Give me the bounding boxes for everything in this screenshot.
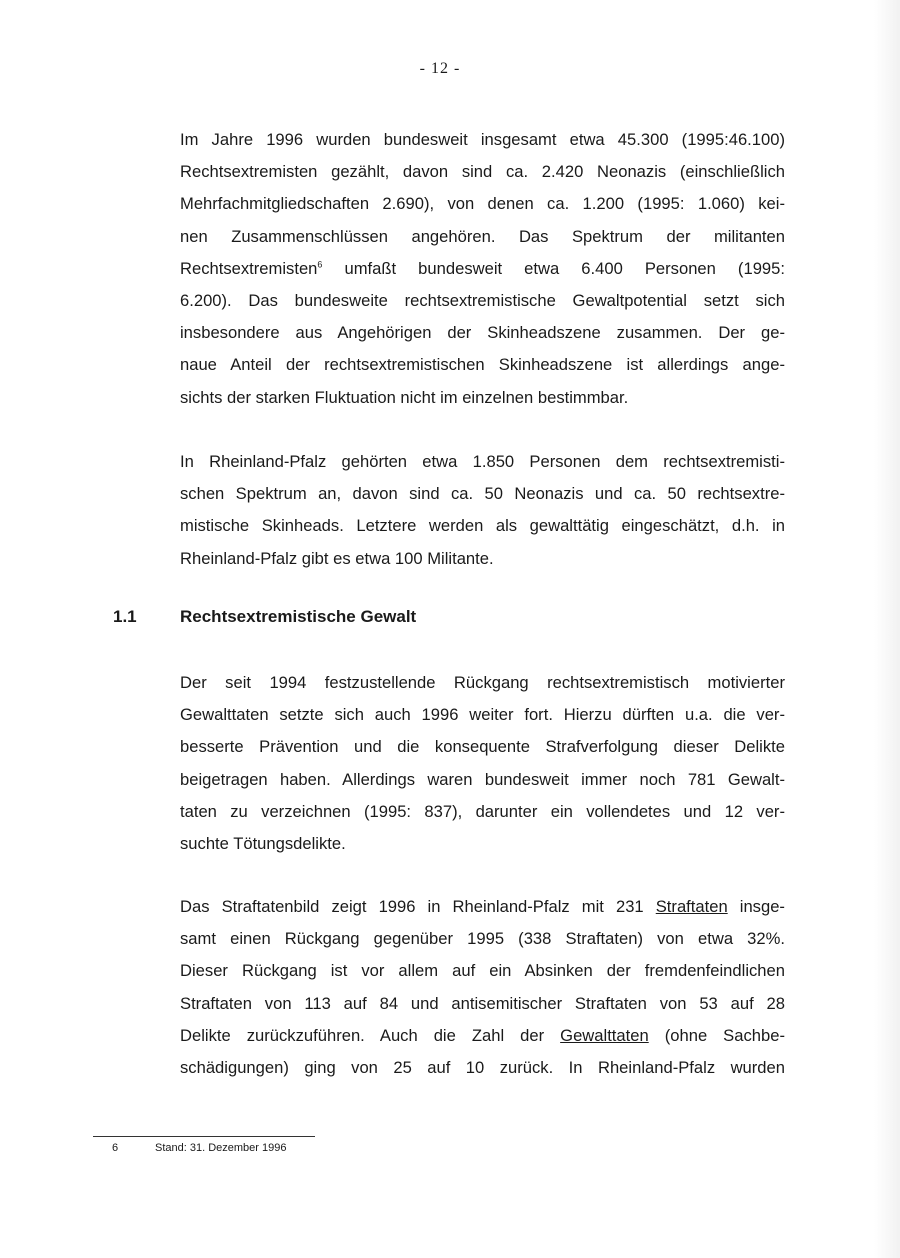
text-fragment: Delikte zurückzuführen. Auch die Zahl der: [180, 1025, 545, 1045]
text-line: Der seit 1994 festzustellende Rückgang rechtsextremistisch motivierter: [180, 673, 785, 692]
footnote-number: 6: [112, 1142, 119, 1154]
text-line: Mehrfachmitgliedschaften 2.690), von denen ca. 1.200 (1995: 1.060) kei-: [180, 194, 785, 214]
text-line: [180, 1020, 785, 1052]
text-line: Straftaten von 113 auf 84 und antisemitischer Straftaten von 53 auf 28: [180, 993, 785, 1013]
paragraph-3: [180, 667, 785, 860]
text-line: [180, 253, 785, 285]
text-line: Im Jahre 1996 wurden bundesweit insgesamt etwa 45.300 (1995:46.100): [180, 130, 785, 149]
section-number: 1.1: [113, 607, 137, 626]
text-line: Rheinland-Pfalz gibt es etwa 100 Militante.: [180, 548, 494, 568]
text-line: [180, 891, 785, 923]
text-line: Rechtsextremisten gezählt, davon sind ca. 2.420 Neonazis (einschließlich: [180, 162, 785, 182]
paragraph-1: [180, 124, 785, 414]
text-line: insbesondere aus Angehörigen der Skinheadszene zusammen. Der ge-: [180, 323, 785, 343]
text-line: suchte Tötungsdelikte.: [180, 834, 346, 854]
page-number: - 12 -: [419, 60, 461, 77]
text-fragment: umfaßt bundesweit etwa 6.400 Personen (1995:: [344, 258, 785, 278]
text-fragment: insge-: [739, 897, 785, 916]
text-fragment: Das Straftatenbild zeigt 1996 in Rheinland-Pfalz mit 231: [180, 897, 644, 916]
text-line: schädigungen) ging von 25 auf 10 zurück. In Rheinland-Pfalz wurden: [180, 1058, 785, 1078]
text-line: Gewalttaten setzte sich auch 1996 weiter fort. Hierzu dürften u.a. die ver-: [180, 705, 785, 725]
text-line: Dieser Rückgang ist vor allem auf ein Absinken der fremdenfeindlichen: [180, 961, 785, 981]
text-line: taten zu verzeichnen (1995: 837), darunter ein vollendetes und 12 ver-: [180, 801, 785, 821]
text-line: mistische Skinheads. Letztere werden als gewalttätig eingeschätzt, d.h. in: [180, 516, 785, 536]
page-edge-shadow: [874, 0, 900, 1258]
text-fragment: Rechtsextremisten: [180, 258, 318, 278]
footnote-divider: [93, 1136, 315, 1137]
text-line: beigetragen haben. Allerdings waren bundesweit immer noch 781 Gewalt-: [180, 769, 785, 789]
text-line: nen Zusammenschlüssen angehören. Das Spektrum der militanten: [180, 226, 785, 246]
text-line: sichts der starken Fluktuation nicht im einzelnen bestimmbar.: [180, 387, 629, 407]
gewalttaten-link[interactable]: Gewalttaten: [560, 1025, 649, 1045]
text-line: schen Spektrum an, davon sind ca. 50 Neonazis und ca. 50 rechtsextre-: [180, 484, 785, 504]
footnote-reference[interactable]: 6: [317, 259, 323, 270]
text-line: 6.200). Das bundesweite rechtsextremistische Gewaltpotential setzt sich: [180, 291, 785, 311]
text-line: samt einen Rückgang gegenüber 1995 (338 Straftaten) von etwa 32%.: [180, 929, 785, 949]
text-line: besserte Prävention und die konsequente Strafverfolgung dieser Delikte: [180, 737, 785, 757]
footnote-text: Stand: 31. Dezember 1996: [155, 1142, 287, 1154]
text-fragment: (ohne Sachbe-: [664, 1025, 785, 1045]
straftaten-link[interactable]: Straftaten: [655, 897, 728, 916]
section-heading: Rechtsextremistische Gewalt: [180, 607, 417, 626]
paragraph-4: [180, 891, 785, 1084]
text-line: naue Anteil der rechtsextremistischen Skinheadszene ist allerdings ange-: [180, 355, 785, 375]
paragraph-2: [180, 446, 785, 575]
text-line: In Rheinland-Pfalz gehörten etwa 1.850 Personen dem rechtsextremisti-: [180, 452, 785, 471]
